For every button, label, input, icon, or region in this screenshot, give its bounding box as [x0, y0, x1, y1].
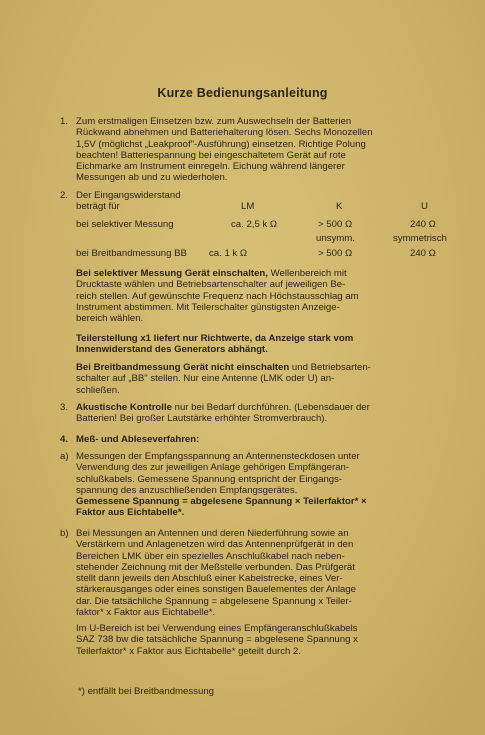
broadband-line: schalter auf „BB" stellen. Nur eine Antenne (LMK oder U) an- — [76, 373, 335, 385]
selective-line: Instrument abstimmen. Mit Teilerschalter günstigsten Anzeige- — [76, 301, 340, 313]
broadband-paragraph — [76, 362, 371, 396]
item-b-line: stärkerausganges oder eines sonstigen Bauelementes der Anlage — [76, 584, 357, 596]
item-a-line: spannung des anzuschließenden Empfangsgerätes. — [76, 484, 298, 496]
section-2-number: 2. — [60, 190, 69, 201]
col-header-k: K — [336, 201, 343, 212]
item-b-line: Bei Messungen an Antennen und deren Niederführung sowie an — [76, 528, 349, 539]
selective-bold: Bei selektiver Messung Gerät einschalten, — [76, 268, 268, 279]
warning-line: Teilerstellung x1 liefert nur Richtwerte, da Anzeige stark vom — [76, 333, 354, 344]
section-1-line: Eichmarke am Instrument einregeln. Eichung während längerer — [76, 161, 345, 173]
item-a-label: a) — [60, 451, 69, 462]
section-1-line: 1,5V (möglichst „Leakproof"-Ausführung) einsetzen. Richtige Polung — [76, 138, 366, 150]
item-b-label: b) — [60, 528, 69, 539]
acoustic-rest: nur bei Bedarf durchführen. (Lebensdauer der — [171, 402, 370, 413]
section-1-number: 1. — [60, 116, 69, 127]
u-range-paragraph — [76, 623, 358, 657]
item-b-text — [76, 528, 356, 618]
section-3-line: Batterien! Bei großer Lautstärke erhöhter Stromverbrauch). — [76, 413, 328, 425]
item-a-line: Messungen der Empfangsspannung an Antennensteckdosen unter — [76, 451, 360, 462]
section-1-line: Zum erstmaligen Einsetzen bzw. zum Auswechseln der Batterien — [76, 116, 352, 127]
selective-line: reich stellen. Auf gewünschte Frequenz nach Höchstausschlag am — [76, 290, 359, 302]
section-3-text — [76, 402, 370, 425]
section-4-number: 4. — [60, 434, 69, 445]
row-broadband-k: > 500 Ω — [318, 248, 353, 259]
item-a-line: schlußkabels. Gemessene Spannung entspricht der Eingangs- — [76, 473, 343, 485]
row-selective-lm: ca. 2,5 k Ω — [231, 219, 278, 230]
row-broadband-u: 240 Ω — [410, 248, 436, 259]
warning-line: Innenwiderstand des Generators abhängt. — [76, 344, 268, 356]
section-1-line: Rückwand abnehmen und Batteriehalterung lösen. Sechs Monozellen — [76, 127, 373, 139]
section-2-intro: beträgt für — [76, 201, 120, 212]
col-header-lm: LM — [241, 201, 255, 212]
u-range-line: Teilerfaktor* x Faktor aus Eichtabelle* geteilt durch 2. — [76, 645, 302, 657]
selective-rest: Wellenbereich mit — [267, 268, 347, 279]
section-1-line: beachten! Batteriespannung bei eingeschaltetem Gerät auf rote — [76, 149, 346, 161]
section-4-heading: Meß- und Ableseverfahren: — [76, 434, 200, 445]
row-broadband-lm: ca. 1 k Ω — [209, 248, 248, 259]
u-range-line: SAZ 738 bw die tatsächliche Spannung = abgelesene Spannung x — [76, 634, 358, 646]
row-selective-k: > 500 Ω — [318, 219, 353, 230]
item-a-text — [76, 451, 367, 519]
row-selective-label: bei selektiver Messung — [76, 219, 174, 230]
section-2-intro: Der Eingangswiderstand — [76, 190, 181, 201]
section-1-text — [76, 116, 373, 184]
acoustic-bold: Akustische Kontrolle — [76, 402, 172, 413]
item-b-line: Bereichen LMK über ein spezielles Anschlußkabel nach neben- — [76, 550, 345, 562]
broadband-rest: und Betriebsarten- — [289, 362, 371, 373]
selective-line: bereich wählen. — [76, 313, 144, 325]
divider-warning — [76, 333, 353, 356]
section-3-number: 3. — [60, 402, 69, 413]
item-a-formula: Faktor aus Eichtabelle*. — [76, 507, 185, 519]
item-b-line: stellt dann jeweils den Abschluß einer Kabelstrecke, eines Ver- — [76, 573, 343, 585]
item-a-formula: Gemessene Spannung = abgelesene Spannung × Teilerfaktor* × — [76, 496, 367, 508]
row-selective-k-note: unsymm. — [316, 233, 355, 244]
row-selective-u: 240 Ω — [410, 219, 436, 230]
page-title: Kurze Bedienungsanleitung — [157, 86, 328, 100]
row-broadband-label: bei Breitbandmessung BB — [76, 248, 187, 259]
u-range-line: Im U-Bereich ist bei Verwendung eines Empfängeranschlußkabels — [76, 623, 358, 634]
broadband-bold: Bei Breitbandmessung Gerät nicht einschalten — [76, 362, 290, 373]
item-b-line: Verstärkern und Anlagenetzen wird das Antennenprüfgerät in den — [76, 539, 354, 551]
col-header-u: U — [421, 201, 428, 212]
selective-line: Drucktaste wählen und Betriebsartenschalter auf jeweiligen Be- — [76, 279, 346, 291]
footnote: *) entfällt bei Breitbandmessung — [78, 686, 214, 697]
section-1-line: Messungen ab und zu wiederholen. — [76, 172, 228, 184]
item-b-line: dar. Die tatsächliche Spannung = abgelesene Spannung x Teiler- — [76, 595, 352, 607]
item-b-line: stehender Zeichnung mit der Meßstelle verbunden. Das Prüfgerät — [76, 561, 355, 573]
item-b-line: faktor* x Faktor aus Eichtabelle*. — [76, 607, 216, 619]
item-a-line: Verwendung des zur jeweiligen Anlage gehörigen Empfängeran- — [76, 462, 350, 474]
selective-paragraph — [76, 268, 359, 324]
row-selective-u-note: symmetrisch — [393, 233, 447, 244]
broadband-line: schließen. — [76, 384, 120, 396]
